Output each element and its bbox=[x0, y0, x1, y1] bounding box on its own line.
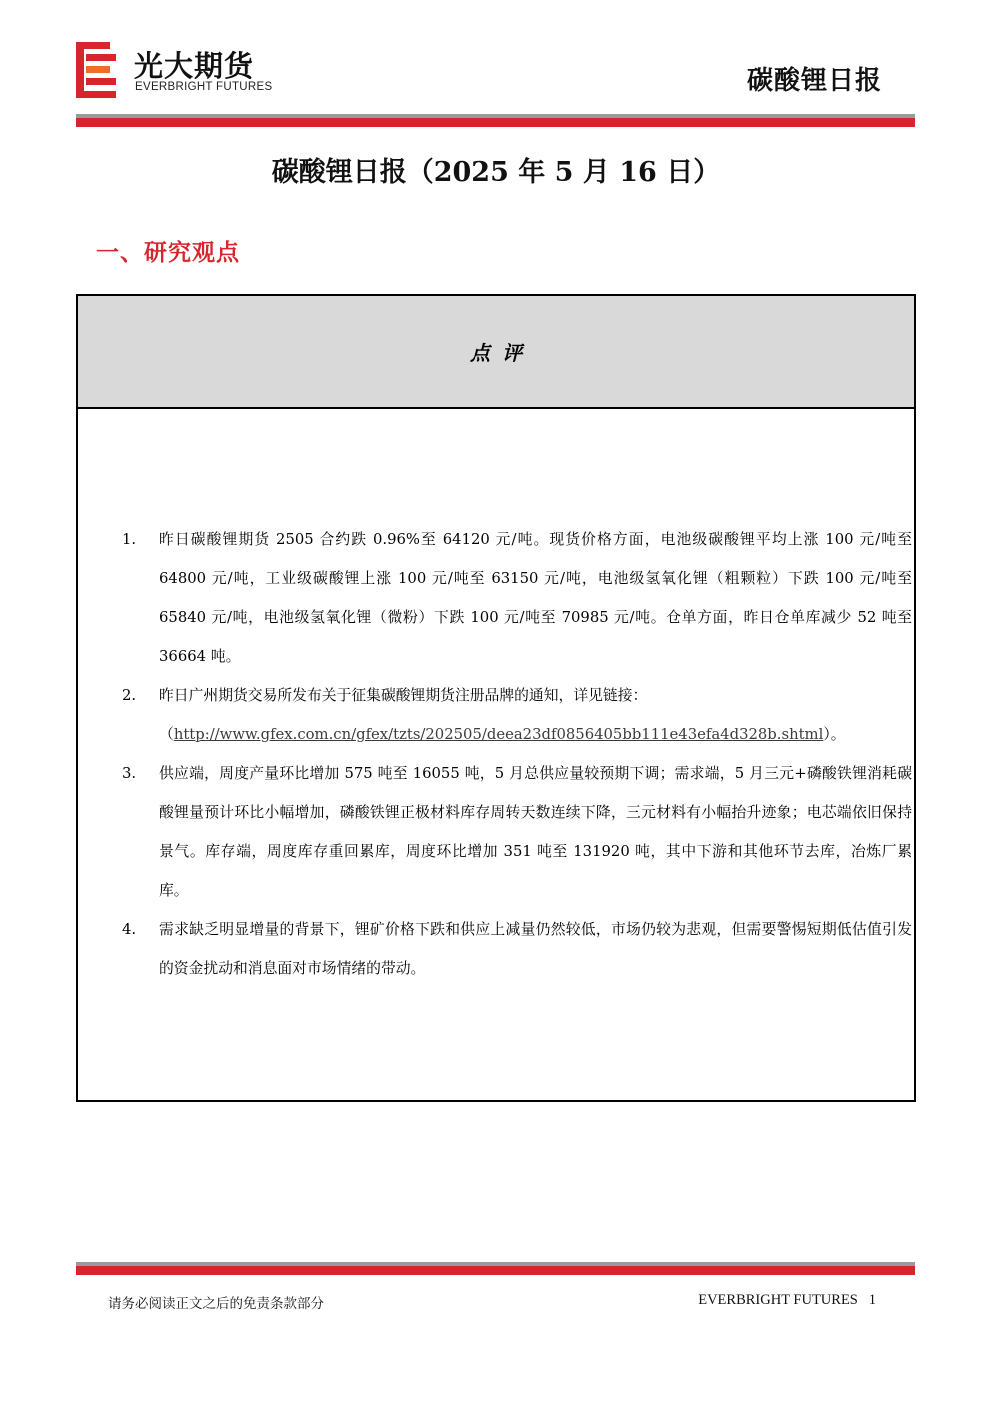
commentary-list bbox=[122, 520, 912, 988]
link-prefix: （ bbox=[159, 726, 174, 743]
list-item-text: 需求缺乏明显增量的背景下，锂矿价格下跌和供应上减量仍然较低，市场仍较为悲观，但需要警惕短期低估值引发的资金扰动和消息面对市场情绪的带动。 bbox=[159, 921, 912, 977]
list-item-text: 供应端，周度产量环比增加 575 吨至 16055 吨，5 月总供应量较预期下调；需求端，5 月三元+磷酸铁锂消耗碳酸锂量预计环比小幅增加，磷酸铁锂正极材料库存周转天数连续下降，三元材料有小幅抬升迹象；电芯端依旧保持景气。库存端，周度库存重回累库，周度环比增加 351 吨至 131920 吨，其中下游和其他环节去库，冶炼厂累库。 bbox=[159, 765, 912, 899]
commentary-box bbox=[76, 294, 916, 1102]
list-item bbox=[122, 754, 912, 910]
list-item-number: 1. bbox=[122, 531, 137, 548]
footer-brand-page bbox=[698, 1292, 876, 1309]
company-logo bbox=[76, 42, 286, 98]
logo-chinese-name: 光大期货 bbox=[134, 49, 255, 83]
section-heading: 一、研究观点 bbox=[96, 240, 240, 266]
list-item bbox=[122, 520, 912, 676]
header-divider bbox=[76, 114, 915, 128]
list-item bbox=[122, 676, 912, 754]
document-title: 碳酸锂日报（2025 年 5 月 16 日） bbox=[271, 157, 721, 188]
everbright-logo-icon bbox=[76, 42, 118, 98]
page-number: 1 bbox=[868, 1292, 876, 1308]
link-suffix: ）。 bbox=[823, 726, 846, 743]
gfex-notice-link[interactable]: http://www.gfex.com.cn/gfex/tzts/202505/deea23df0856405bb111e43efa4d328b.shtml bbox=[173, 726, 824, 743]
link-line bbox=[159, 715, 912, 754]
commentary-header bbox=[78, 296, 914, 409]
list-item-text: 昨日碳酸锂期货 2505 合约跌 0.96%至 64120 元/吨。现货价格方面，电池级碳酸锂平均上涨 100 元/吨至 64800 元/吨，工业级碳酸锂上涨 100 元/吨至 63150 元/吨，电池级氢氧化锂（粗颗粒）下跌 100 元/吨至 65840 元/吨，电池级氢氧化锂（微粉）下跌 100 元/吨至 70985 元/吨。仓单方面，昨日仓单库减少 52 吨至 36664 吨。 bbox=[159, 531, 912, 665]
logo-english-name: EVERBRIGHT FUTURES bbox=[135, 81, 273, 93]
list-item-number: 4. bbox=[122, 921, 137, 938]
footer-divider bbox=[76, 1262, 915, 1276]
footer-brand: EVERBRIGHT FUTURES bbox=[698, 1292, 858, 1308]
list-item-text: 昨日广州期货交易所发布关于征集碳酸锂期货注册品牌的通知，详见链接： bbox=[159, 687, 648, 704]
list-item-number: 2. bbox=[122, 687, 137, 704]
footer-disclaimer: 请务必阅读正文之后的免责条款部分 bbox=[108, 1296, 324, 1312]
header-report-name: 碳酸锂日报 bbox=[746, 66, 882, 96]
list-item-number: 3. bbox=[122, 765, 137, 782]
list-item bbox=[122, 910, 912, 988]
commentary-header-label: 点评 bbox=[470, 341, 534, 365]
